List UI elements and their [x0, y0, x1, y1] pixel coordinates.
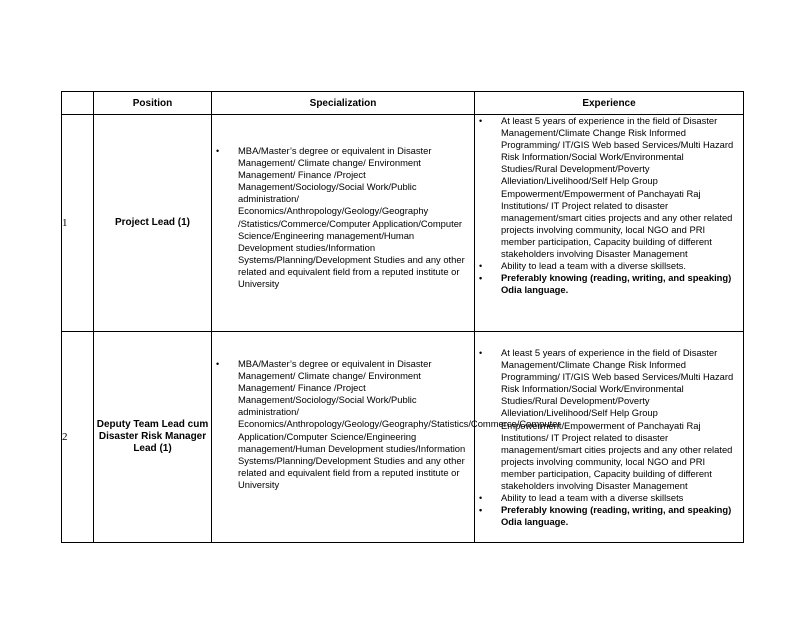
experience-bullet: • At least 5 years of experience in the field of Disaster Management/Climate Change Risk Informed Programming/ IT/GIS Web based Services/Multi Hazard Risk Information/Social Work/Environmental Studies/Rural Development/Poverty Alleviation/Livelihood/Self Help Group Empowerment/Empowerment of Panchayati Raj Institutions/ IT Project related to disaster management/smart cities projects and any other related projects involving community, local NGO and PRI member participation, Capacity building of different stakeholders involving Disaster Management [475, 347, 739, 492]
experience-bullet-language: • Preferably knowing (reading, writing, and speaking) Odia language. [475, 504, 739, 528]
header-number [62, 92, 94, 115]
table-row [62, 332, 744, 543]
specialization-cell [212, 115, 475, 332]
table-row [62, 115, 744, 332]
header-row [62, 92, 744, 115]
row-number: 1 [62, 115, 94, 332]
experience-bullet: • At least 5 years of experience in the field of Disaster Management/Climate Change Risk Informed Programming/ IT/GIS Web based Services/Multi Hazard Risk Information/Social Work/Environmental Studies/Rural Development/Poverty Alleviation/Livelihood/Self Help Group Empowerment/Empowerment of Panchayati Raj Institutions/ IT Project related to disaster management/smart cities projects and any other related projects involving community, local NGO and PRI member participation, Capacity building of different stakeholders involving Disaster Management [475, 115, 739, 260]
experience-bullet: • Ability to lead a team with a diverse skillsets [475, 492, 739, 504]
row-number: 2 [62, 332, 94, 543]
specialization-bullet: • MBA/Master’s degree or equivalent in Disaster Management/ Climate change/ Environment Management/ Finance /Project Management/Sociology/Social Work/Public administration/ Economics/Anthropology/Geology/Geography/Statistics/Commerce/Computer Application/Computer Science/Engineering management/Human Development studies/Information Systems/Planning/Development Studies and any other related and equivalent field from a reputed institute or University [212, 358, 470, 491]
experience-cell [475, 332, 744, 543]
header-experience: Experience [475, 92, 744, 115]
experience-bullet: • Ability to lead a team with a diverse skillsets. [475, 260, 739, 272]
position-cell: Deputy Team Lead cum Disaster Risk Manager Lead (1) [94, 332, 212, 543]
experience-cell [475, 115, 744, 332]
positions-table [61, 91, 744, 543]
specialization-bullet: • MBA/Master’s degree or equivalent in Disaster Management/ Climate change/ Environment Management/ Finance /Project Management/Sociology/Social Work/Public administration/ Economics/Anthropology/Geology/Geography /Statistics/Commerce/Computer Application/Computer Science/Engineering management/Human Development studies/Information Systems/Planning/Development Studies and any other related and equivalent field from a reputed institute or University [212, 145, 470, 290]
header-specialization: Specialization [212, 92, 475, 115]
specialization-cell [212, 332, 561, 543]
position-cell: Project Lead (1) [94, 115, 212, 332]
experience-bullet-language: • Preferably knowing (reading, writing, and speaking) Odia language. [475, 272, 739, 296]
header-position: Position [94, 92, 212, 115]
